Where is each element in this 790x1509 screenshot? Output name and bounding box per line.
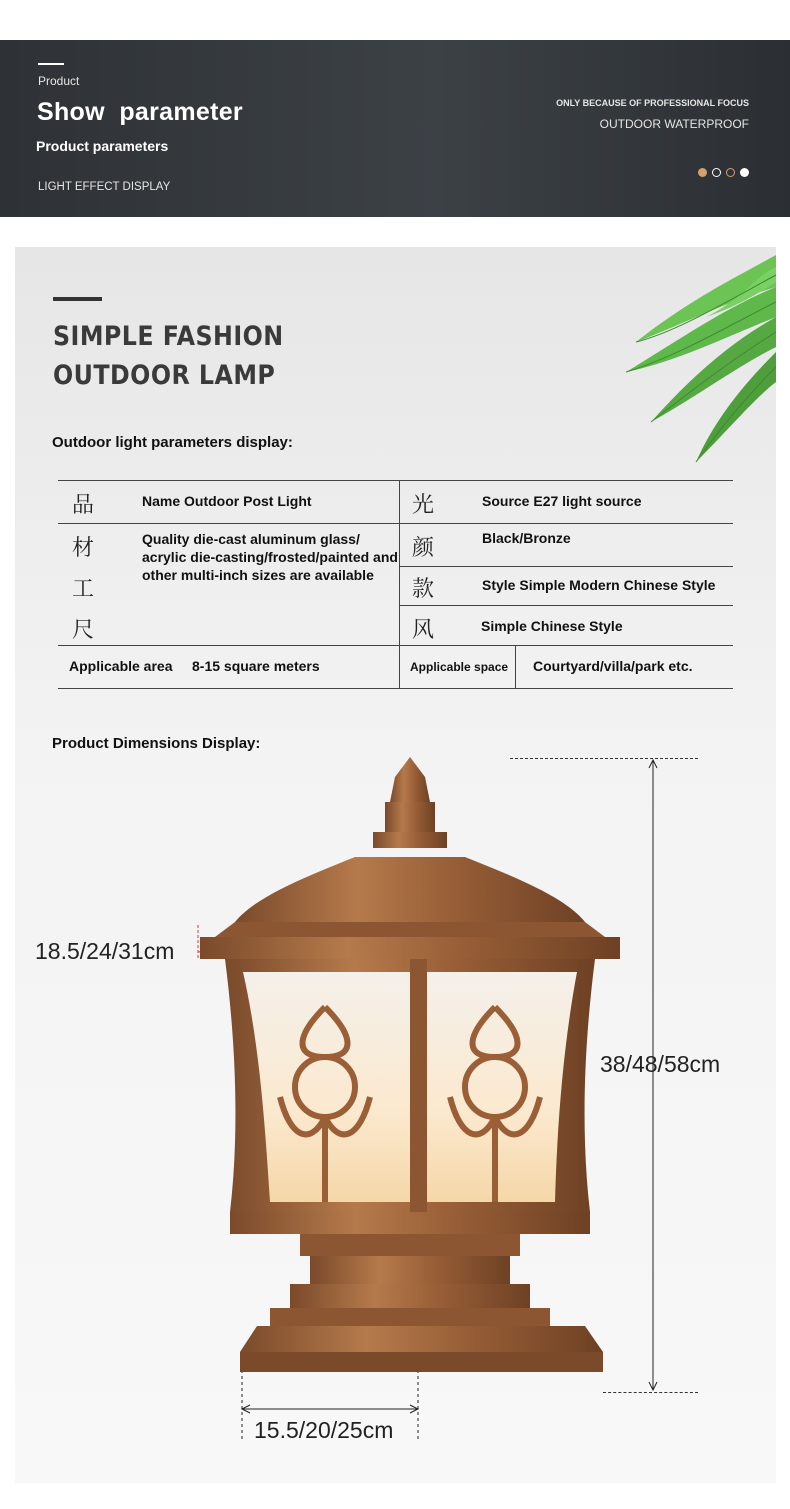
char-feng: 风 — [412, 618, 435, 643]
param-material: Quality die-cast aluminum glass/ acrylic die-casting/frosted/painted and other multi-inch sizes are available — [142, 531, 398, 583]
char-kuan: 款 — [412, 577, 435, 602]
banner-title: Show parameter — [37, 98, 243, 126]
heading-accent-line — [53, 297, 102, 301]
top-banner — [0, 40, 790, 217]
table-divider — [399, 480, 400, 688]
palm-leaf-icon — [606, 247, 776, 497]
params-section-title: Outdoor light parameters display: — [52, 434, 293, 451]
space-label: Applicable space — [410, 660, 509, 674]
param-name: Name Outdoor Post Light — [142, 493, 312, 509]
banner-small-label: Product — [38, 74, 80, 88]
right-row-sep — [399, 605, 733, 606]
char-pin: 品 — [72, 493, 95, 518]
height-label: 38/48/58cm — [600, 1051, 721, 1077]
table-divider — [515, 645, 516, 688]
banner-light-effect: LIGHT EFFECT DISPLAY — [38, 181, 171, 193]
char-yan: 颜 — [412, 536, 435, 561]
param-source: Source E27 light source — [482, 493, 642, 509]
heading-line-1: SIMPLE FASHION — [53, 321, 284, 352]
area-label: Applicable area — [69, 658, 173, 674]
char-gong: 工 — [72, 577, 95, 602]
product-heading — [53, 317, 284, 395]
param-color: Black/Bronze — [482, 530, 571, 546]
top-width-label: 18.5/24/31cm — [35, 938, 175, 964]
heading-line-2: OUTDOOR LAMP — [53, 360, 276, 391]
post-lamp-image — [195, 747, 655, 1397]
param-style: Style Simple Modern Chinese Style — [482, 577, 716, 593]
right-row-sep — [399, 523, 733, 524]
carousel-dot-4[interactable] — [740, 168, 749, 177]
param-wind: Simple Chinese Style — [481, 618, 623, 634]
right-row-sep — [399, 566, 733, 567]
carousel-dot-2[interactable] — [712, 168, 721, 177]
base-width-label: 15.5/20/25cm — [254, 1417, 394, 1443]
carousel-dot-1[interactable] — [698, 168, 707, 177]
banner-subtitle: Product parameters — [36, 138, 169, 154]
char-chi: 尺 — [72, 618, 95, 643]
carousel-dot-3[interactable] — [726, 168, 735, 177]
banner-focus-text: ONLY BECAUSE OF PROFESSIONAL FOCUS — [556, 98, 749, 108]
banner-waterproof-text: OUTDOOR WATERPROOF — [599, 117, 749, 131]
char-cai: 材 — [72, 536, 95, 561]
carousel-dots — [698, 168, 749, 177]
dimensions-section-title: Product Dimensions Display: — [52, 735, 261, 752]
space-value: Courtyard/villa/park etc. — [533, 658, 693, 674]
char-guang: 光 — [412, 493, 435, 518]
area-value: 8-15 square meters — [192, 658, 320, 674]
product-panel — [15, 247, 776, 1483]
banner-dash — [38, 63, 64, 65]
